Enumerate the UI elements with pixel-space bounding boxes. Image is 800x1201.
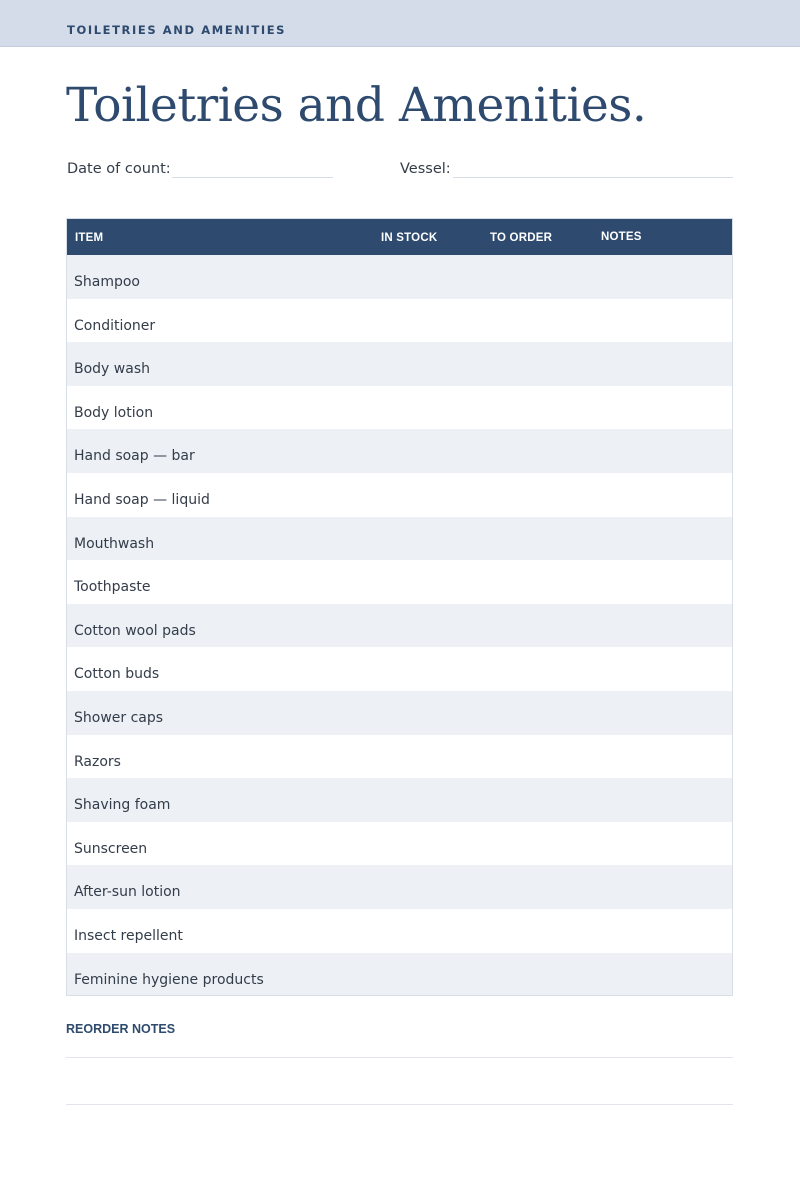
- table-row: [67, 691, 732, 735]
- column-header-to-order: TO ORDER: [490, 232, 553, 244]
- table-row: [67, 473, 732, 517]
- reorder-notes-title: REORDER NOTES: [66, 1022, 176, 1036]
- item-name: Toothpaste: [74, 579, 151, 596]
- table-row: [67, 647, 732, 691]
- item-name: Shaving foam: [74, 797, 171, 814]
- table-row: [67, 299, 732, 343]
- item-name: Conditioner: [74, 317, 156, 334]
- table-body: [67, 255, 732, 996]
- item-name: Cotton buds: [74, 666, 160, 683]
- table-row: [67, 386, 732, 430]
- date-of-count-field[interactable]: [172, 177, 333, 178]
- vessel-field[interactable]: [453, 177, 733, 178]
- item-name: Body wash: [74, 361, 150, 378]
- inventory-table: [66, 218, 733, 996]
- table-header: [67, 219, 732, 255]
- table-row: [67, 953, 732, 997]
- column-header-notes: NOTES: [601, 231, 642, 243]
- table-row: [67, 429, 732, 473]
- item-name: Feminine hygiene products: [74, 971, 264, 988]
- table-row: [67, 560, 732, 604]
- reorder-notes-line[interactable]: [66, 1057, 733, 1058]
- top-band: [0, 0, 800, 47]
- item-name: Insect repellent: [74, 927, 183, 944]
- table-row: [67, 604, 732, 648]
- vessel-label: Vessel:: [400, 161, 451, 177]
- item-name: Cotton wool pads: [74, 622, 196, 639]
- item-name: Hand soap — bar: [74, 448, 195, 465]
- item-name: Body lotion: [74, 404, 154, 421]
- item-name: Mouthwash: [74, 535, 155, 552]
- item-name: Shampoo: [74, 274, 140, 290]
- table-row: [67, 517, 732, 561]
- table-row: [67, 342, 732, 386]
- table-row: [67, 255, 732, 299]
- table-row: [67, 865, 732, 909]
- table-row: [67, 822, 732, 866]
- page-title: Toiletries and Amenities.: [66, 78, 647, 133]
- reorder-notes-line[interactable]: [66, 1104, 733, 1105]
- item-name: After-sun lotion: [74, 884, 181, 901]
- item-name: Razors: [74, 753, 121, 770]
- column-header-item: ITEM: [75, 232, 104, 244]
- table-row: [67, 909, 732, 953]
- column-header-in-stock: IN STOCK: [381, 232, 438, 244]
- header-band-text: TOILETRIES AND AMENITIES: [67, 23, 287, 37]
- table-row: [67, 735, 732, 779]
- item-name: Hand soap — liquid: [74, 491, 210, 508]
- date-of-count-label: Date of count:: [67, 161, 171, 177]
- table-row: [67, 778, 732, 822]
- item-name: Shower caps: [74, 709, 164, 726]
- item-name: Sunscreen: [74, 840, 148, 857]
